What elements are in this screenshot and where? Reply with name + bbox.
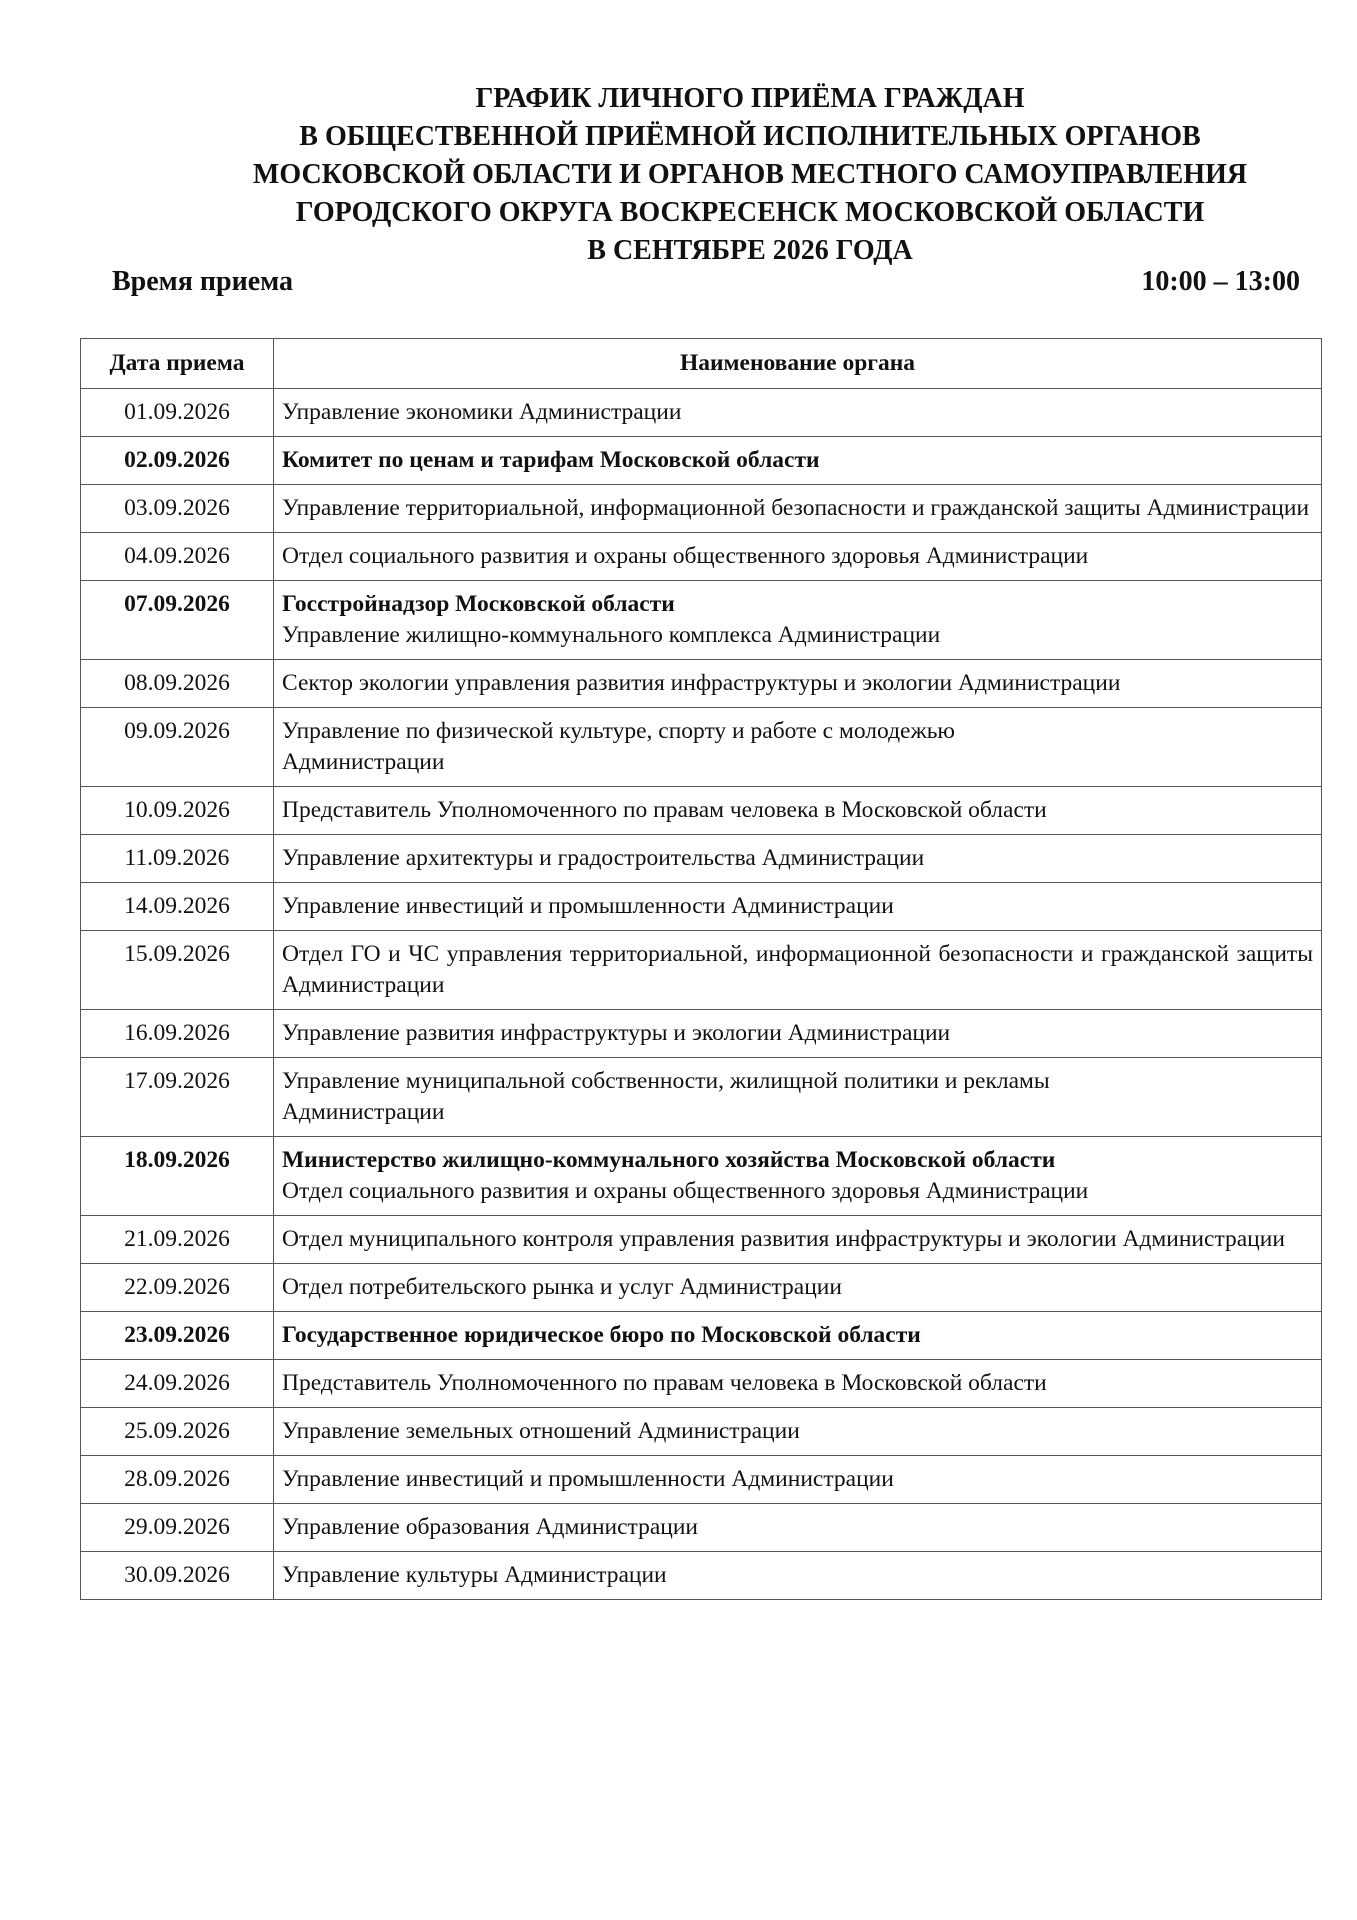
table-row [81,485,1322,533]
organization-name: Отдел потребительского рынка и услуг Администрации [282,1274,842,1300]
table-row [81,1058,1322,1137]
table-header-row [81,339,1322,389]
row-organization [274,437,1322,485]
table-row [81,389,1322,437]
organization-name: Представитель Уполномоченного по правам человека в Московской области [282,1370,1047,1396]
row-date: 30.09.2026 [81,1552,274,1600]
row-organization [274,787,1322,835]
organization-name: Управление развития инфраструктуры и экологии Администрации [282,1020,951,1046]
row-date: 08.09.2026 [81,660,274,708]
row-organization [274,1408,1322,1456]
table-row [81,533,1322,581]
row-date: 17.09.2026 [81,1058,274,1137]
row-organization [274,883,1322,931]
organization-name: Министерство жилищно-коммунального хозяйства Московской области [282,1147,1056,1173]
table-row [81,787,1322,835]
table-row [81,437,1322,485]
table-row [81,1312,1322,1360]
organization-name: Управление архитектуры и градостроительства Администрации [282,845,925,871]
title-line: ГРАФИК ЛИЧНОГО ПРИЁМА ГРАЖДАН [475,83,1025,114]
row-date: 10.09.2026 [81,787,274,835]
row-date: 02.09.2026 [81,437,274,485]
reception-time-label: Время приема [112,266,294,297]
row-date: 25.09.2026 [81,1408,274,1456]
table-row [81,883,1322,931]
organization-name: Управление по физической культуре, спорту и работе с молодежью [282,718,955,744]
row-date: 23.09.2026 [81,1312,274,1360]
organization-name: Администрации [282,1099,445,1125]
row-organization [274,1360,1322,1408]
table-row [81,581,1322,660]
organization-name: Управление жилищно-коммунального комплекса Администрации [282,622,941,648]
organization-name: Отдел социального развития и охраны общественного здоровья Администрации [282,543,1089,569]
column-header-org: Наименование органа [274,339,1322,389]
schedule-table-body [81,389,1322,1600]
row-date: 07.09.2026 [81,581,274,660]
row-date: 28.09.2026 [81,1456,274,1504]
table-row [81,1010,1322,1058]
organization-name: Комитет по ценам и тарифам Московской области [282,447,820,473]
title-line: В СЕНТЯБРЕ 2026 ГОДА [587,235,913,266]
organization-name: Отдел социального развития и охраны общественного здоровья Администрации [282,1178,1089,1204]
row-organization [274,581,1322,660]
table-row [81,1456,1322,1504]
row-date: 18.09.2026 [81,1137,274,1216]
organization-name: Представитель Уполномоченного по правам человека в Московской области [282,797,1047,823]
organization-name: Управление образования Администрации [282,1514,698,1540]
table-row [81,1408,1322,1456]
row-organization [274,533,1322,581]
table-row [81,835,1322,883]
schedule-table [80,338,1322,1600]
reception-time-value: 10:00 – 13:00 [1141,266,1300,297]
row-organization [274,1504,1322,1552]
row-organization [274,1058,1322,1137]
row-date: 01.09.2026 [81,389,274,437]
row-date: 15.09.2026 [81,931,274,1010]
row-organization [274,389,1322,437]
row-date: 22.09.2026 [81,1264,274,1312]
row-date: 14.09.2026 [81,883,274,931]
title-line: В ОБЩЕСТВЕННОЙ ПРИЁМНОЙ ИСПОЛНИТЕЛЬНЫХ ОРГАНОВ [299,121,1201,152]
row-organization [274,1552,1322,1600]
organization-name: Госстройнадзор Московской области [282,591,675,617]
table-row [81,1504,1322,1552]
row-date: 11.09.2026 [81,835,274,883]
column-header-date: Дата приема [81,339,274,389]
table-row [81,1264,1322,1312]
row-date: 29.09.2026 [81,1504,274,1552]
organization-name: Государственное юридическое бюро по Московской области [282,1322,921,1348]
organization-name: Управление инвестиций и промышленности Администрации [282,893,894,919]
organization-name: Отдел ГО и ЧС управления территориальной, информационной безопасности и гражданской защиты Администрации [282,941,1313,998]
row-date: 09.09.2026 [81,708,274,787]
row-organization [274,708,1322,787]
table-row [81,1137,1322,1216]
row-date: 24.09.2026 [81,1360,274,1408]
row-organization [274,835,1322,883]
row-date: 04.09.2026 [81,533,274,581]
organization-name: Управление экономики Администрации [282,399,682,425]
organization-name: Управление инвестиций и промышленности Администрации [282,1466,894,1492]
organization-name: Управление территориальной, информационной безопасности и гражданской защиты Администрации [282,495,1310,521]
row-date: 16.09.2026 [81,1010,274,1058]
row-organization [274,660,1322,708]
table-row [81,1216,1322,1264]
organization-name: Отдел муниципального контроля управления развития инфраструктуры и экологии Администрации [282,1226,1285,1252]
row-date: 21.09.2026 [81,1216,274,1264]
table-row [81,1552,1322,1600]
table-row [81,1360,1322,1408]
title-line: МОСКОВСКОЙ ОБЛАСТИ И ОРГАНОВ МЕСТНОГО САМОУПРАВЛЕНИЯ [252,159,1248,190]
organization-name: Администрации [282,749,445,775]
row-organization [274,931,1322,1010]
organization-name: Управление земельных отношений Администрации [282,1418,800,1444]
table-row [81,660,1322,708]
row-organization [274,1456,1322,1504]
document-title [100,80,1357,270]
row-organization [274,1312,1322,1360]
organization-name: Управление культуры Администрации [282,1562,667,1588]
reception-time [112,264,1300,300]
row-organization [274,1264,1322,1312]
title-line: ГОРОДСКОГО ОКРУГА ВОСКРЕСЕНСК МОСКОВСКОЙ ОБЛАСТИ [295,197,1205,228]
row-organization [274,1216,1322,1264]
row-date: 03.09.2026 [81,485,274,533]
row-organization [274,485,1322,533]
table-row [81,931,1322,1010]
organization-name: Управление муниципальной собственности, жилищной политики и рекламы [282,1068,1050,1094]
row-organization [274,1137,1322,1216]
table-row [81,708,1322,787]
organization-name: Сектор экологии управления развития инфраструктуры и экологии Администрации [282,670,1121,696]
row-organization [274,1010,1322,1058]
